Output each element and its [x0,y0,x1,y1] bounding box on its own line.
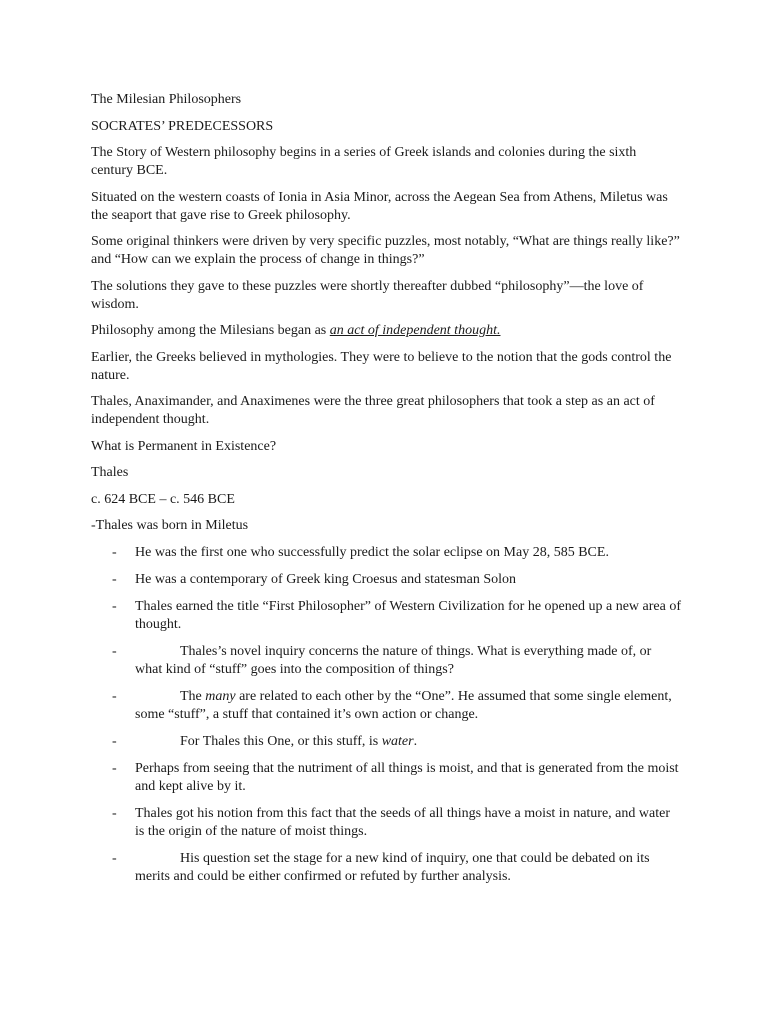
paragraph-solutions: The solutions they gave to these puzzles were shortly thereafter dubbed “philosophy”—the love of wisdom. [91,278,644,312]
dash-bullet: - [112,643,117,659]
list-item [91,571,681,589]
dash-bullet: - [112,544,117,560]
document-page [91,91,681,895]
paragraph-intro: The Story of Western philosophy begins in a series of Greek islands and colonies during the sixth century BCE. [91,145,637,178]
dash-bullet: - [112,760,117,776]
list-item-text: . [413,733,418,749]
thales-dates: c. 624 BCE – c. 546 BCE [91,491,235,507]
list-item-text: He was a contemporary of Greek king Croesus and statesman Solon [135,571,517,587]
list-item-emphasis: many [205,688,236,704]
paragraph-puzzles: Some original thinkers were driven by very specific puzzles, most notably, “What are things really like?” and “How can we explain the process of change in things?” [91,234,680,267]
list-item-text: are related to each other by the “One”. He assumed that some single element, some “stuff”, a stuff that contained it’s own action or change. [135,688,672,722]
list-item [91,805,681,841]
list-item [91,850,681,886]
dash-bullet: - [112,688,117,704]
list-item-text: He was the first one who successfully predict the solar eclipse on May 28, 585 BCE. [135,544,609,560]
document-title: The Milesian Philosophers [91,92,242,107]
thales-birth: -Thales was born in Miletus [91,518,249,533]
paragraph-miletus: Situated on the western coasts of Ionia in Asia Minor, across the Aegean Sea from Athens, Miletus was the seaport that gave rise to Greek philosophy. [91,189,668,223]
list-item [91,733,681,751]
milesians-emphasis-text: an act of independent thought. [329,323,501,338]
list-item-text: Perhaps from seeing that the nutriment of all things is moist, and that is generated from the moist and kept alive by it. [135,760,679,794]
list-item [91,760,681,796]
dash-bullet: - [112,850,117,866]
list-item [91,643,681,679]
dash-bullet: - [112,733,117,749]
list-item-text: For Thales this One, or this stuff, is [180,733,382,749]
document-subtitle: SOCRATES’ PREDECESSORS [91,118,274,134]
list-item-text: Thales’s novel inquiry concerns the nature of things. What is everything made of, or what kind of “stuff” goes into the composition of things? [135,643,652,677]
list-item-text: The [180,688,206,704]
paragraph-milesians [91,322,681,340]
list-item [91,544,681,562]
dash-bullet: - [112,805,117,821]
list-item [91,688,681,724]
list-item-emphasis: water [381,733,414,749]
list-item-text: Thales earned the title “First Philosopher” of Western Civilization for he opened up a new area of thought. [135,598,681,632]
milesians-intro-text: Philosophy among the Milesians began as [91,323,330,338]
list-item [91,598,681,634]
thales-facts-list [91,544,681,886]
question-heading: What is Permanent in Existence? [91,438,277,454]
dash-bullet: - [112,571,117,587]
paragraph-mythologies: Earlier, the Greeks believed in mythologies. They were to believe to the notion that the gods control the nature. [91,349,672,383]
dash-bullet: - [112,598,117,614]
list-item-text: Thales got his notion from this fact that the seeds of all things have a moist in nature, and water is the origin of the nature of moist things. [135,805,670,839]
thales-heading: Thales [91,465,129,480]
paragraph-three-philosophers: Thales, Anaximander, and Anaximenes were the three great philosophers that took a step as an act of independent thought. [91,394,655,427]
list-item-text: His question set the stage for a new kind of inquiry, one that could be debated on its merits and could be either confirmed or refuted by further analysis. [135,850,650,884]
